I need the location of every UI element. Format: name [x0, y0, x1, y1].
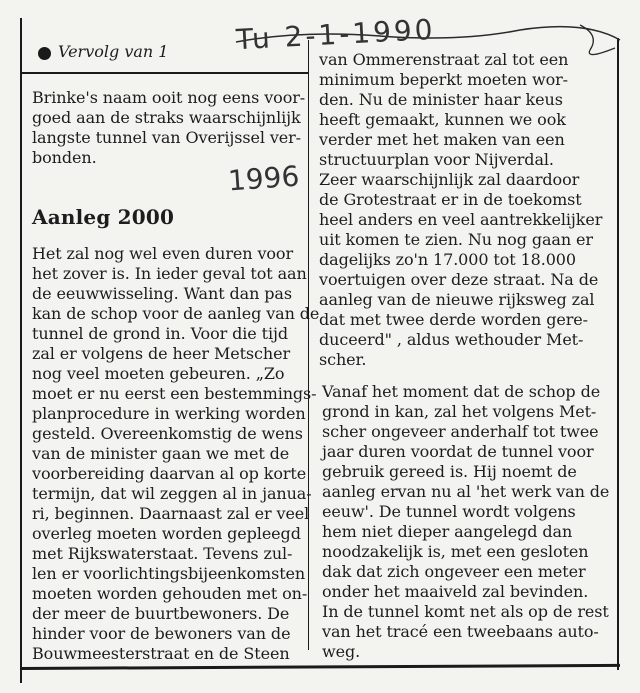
- text-line: noodzakelijk is, met een gesloten: [322, 542, 589, 561]
- text-line: bonden.: [32, 148, 97, 167]
- text-line: jaar duren voordat de tunnel voor: [322, 442, 594, 461]
- text-line: Bouwmeesterstraat en de Steen: [32, 644, 290, 663]
- text-line: zal er volgens de heer Metscher: [32, 344, 291, 363]
- text-line: tunnel de grond in. Voor die tijd: [32, 324, 289, 343]
- text-line: aanleg ervan nu al 'het werk van de: [322, 482, 610, 501]
- bullet-icon: [38, 47, 51, 60]
- handwritten-year: 1996: [226, 159, 301, 198]
- text-line: ri, beginnen. Daarnaast zal er veel: [32, 504, 310, 523]
- text-line: moeten worden gehouden met on-: [32, 584, 308, 603]
- text-line: heel anders en veel aantrekkelijker: [319, 210, 603, 229]
- text-line: scher ongeveer anderhalf tot twee: [322, 422, 599, 441]
- text-line: minimum beperkt moeten wor-: [319, 70, 568, 89]
- text-line: het zover is. In ieder geval tot aan: [32, 264, 307, 283]
- text-line: aanleg van de nieuwe rijksweg zal: [319, 290, 595, 309]
- text-line: scher.: [319, 350, 367, 369]
- text-line: met Rijkswaterstaat. Tevens zul-: [32, 544, 293, 563]
- text-line: onder het maaiveld zal bevinden.: [322, 582, 589, 601]
- text-line: len er voorlichtingsbijeenkomsten: [32, 564, 306, 583]
- text-line: den. Nu de minister haar keus: [319, 90, 563, 109]
- text-line: Vanaf het moment dat de schop de: [322, 382, 601, 401]
- text-line: heeft gemaakt, kunnen we ook: [319, 110, 566, 129]
- handwritten-date: Tu 2-1-1990: [235, 12, 437, 57]
- text-line: duceerd" , aldus wethouder Met-: [319, 330, 584, 349]
- section-heading: Aanleg 2000: [32, 205, 175, 229]
- text-line: termijn, dat wil zeggen al in janua-: [32, 484, 312, 503]
- text-line: voorbereiding daarvan al op korte: [32, 464, 307, 483]
- text-line: dagelijks zo'n 17.000 tot 18.000: [319, 250, 576, 269]
- text-line: planprocedure in werking worden: [32, 404, 306, 423]
- text-line: uit komen te zien. Nu nog gaan er: [319, 230, 593, 249]
- text-line: de Grotestraat er in de toekomst: [319, 190, 582, 209]
- text-line: van Ommerenstraat zal tot een: [319, 50, 569, 69]
- text-line: gebruik gereed is. Hij noemt de: [322, 462, 577, 481]
- text-line: hinder voor de bewoners van de: [32, 624, 291, 643]
- text-line: hem niet dieper aangelegd dan: [322, 522, 573, 541]
- text-line: overleg moeten worden gepleegd: [32, 524, 301, 543]
- text-line: kan de schop voor de aanleg van de: [32, 304, 320, 323]
- text-line: langste tunnel van Overijssel ver-: [32, 128, 301, 147]
- text-line: verder met het maken van een: [319, 130, 565, 149]
- text-line: Zeer waarschijnlijk zal daardoor: [319, 170, 580, 189]
- text-line: Het zal nog wel even duren voor: [32, 244, 294, 263]
- text-line: In de tunnel komt net als op de rest: [322, 602, 609, 621]
- text-line: goed aan de straks waarschijnlijk: [32, 108, 301, 127]
- text-line: dak dat zich ongeveer een meter: [322, 562, 586, 581]
- text-line: van het tracé een tweebaans auto-: [322, 622, 599, 641]
- text-line: eeuw'. De tunnel wordt volgens: [322, 502, 576, 521]
- text-line: nog veel moeten gebeuren. „Zo: [32, 364, 285, 383]
- text-line: moet er nu eerst een bestemmings-: [32, 384, 317, 403]
- text-line: grond in kan, zal het volgens Met-: [322, 402, 597, 421]
- text-line: Brinke's naam ooit nog eens voor-: [32, 88, 306, 107]
- text-line: structuurplan voor Nijverdal.: [319, 150, 554, 169]
- text-line: gesteld. Overeenkomstig de wens: [32, 424, 303, 443]
- text-line: van de minister gaan we met de: [32, 444, 290, 463]
- text-line: de eeuwwisseling. Want dan pas: [32, 284, 292, 303]
- text-line: dat met twee derde worden gere-: [319, 310, 588, 329]
- text-line: weg.: [322, 642, 361, 661]
- text-line: der meer de buurtbewoners. De: [32, 604, 290, 623]
- text-line: voertuigen over deze straat. Na de: [319, 270, 599, 289]
- continued-from-label: Vervolg van 1: [58, 42, 169, 61]
